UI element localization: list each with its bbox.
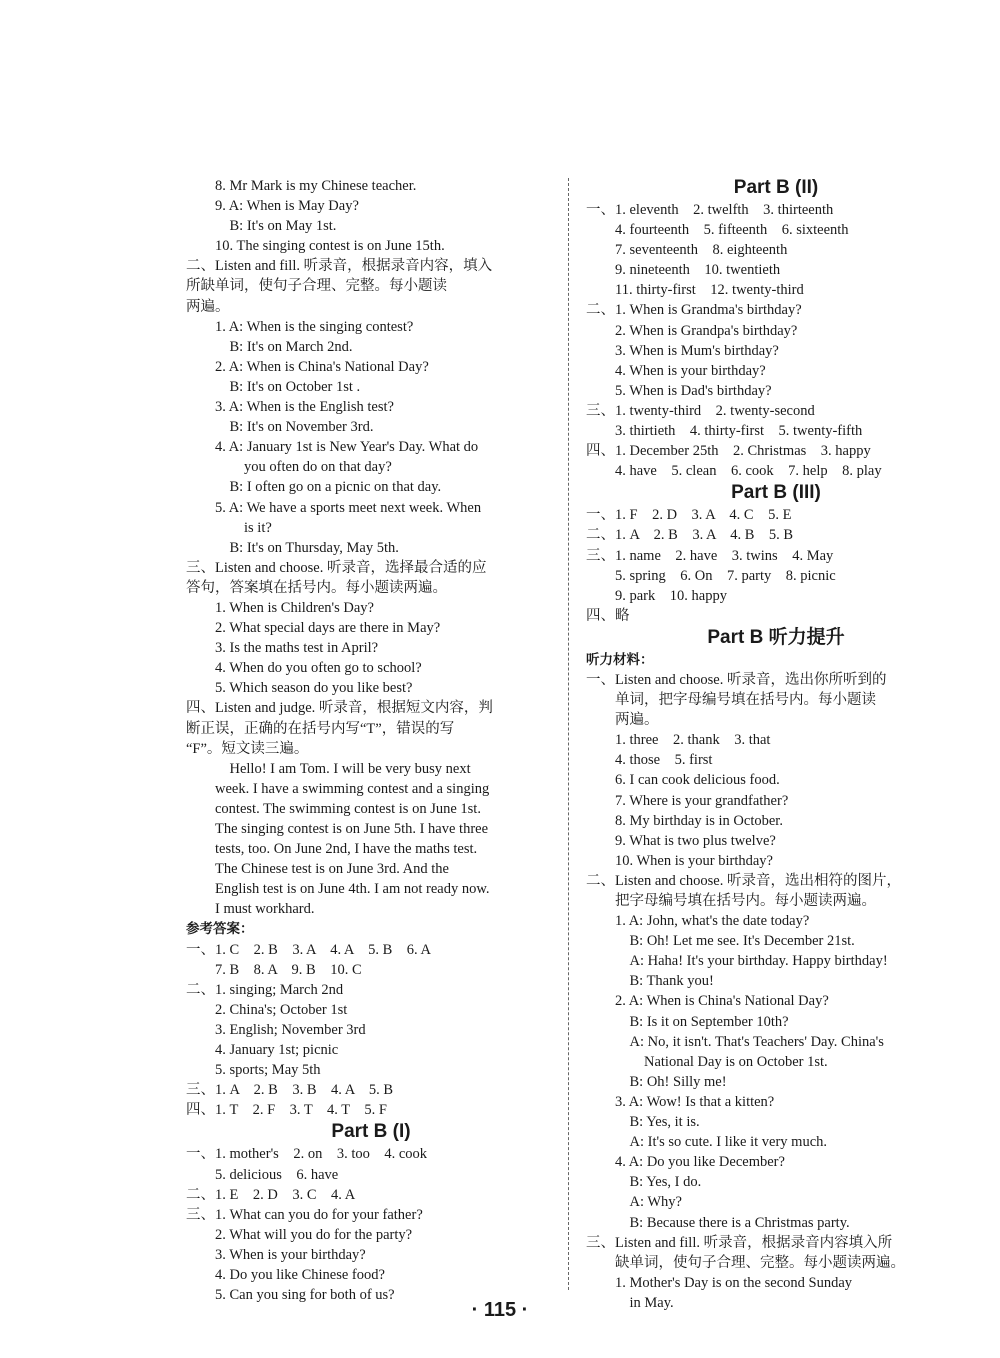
section-heading: Part B (I)	[331, 1121, 411, 1143]
text-line: 把字母编号填在括号内。每小题读两遍。	[586, 893, 876, 909]
text-line: B: It's on October 1st .	[186, 378, 361, 395]
text-line: 三、1. twenty-third 2. twenty-second	[586, 402, 815, 419]
text-line: 5. A: We have a sports meet next week. When	[186, 499, 482, 516]
text-line: 4. A: Do you like December?	[586, 1154, 785, 1171]
text-line: 一、1. mother's 2. on 3. too 4. cook	[186, 1146, 428, 1163]
text-line: B: Oh! Let me see. It's December 21st.	[586, 933, 855, 950]
text-line: 8. Mr Mark is my Chinese teacher.	[186, 178, 417, 194]
text-line: 三、1. What can you do for your father?	[186, 1206, 423, 1223]
text-line: 四、略	[586, 607, 630, 624]
section-heading: Part B (II)	[733, 177, 819, 198]
text-line: 10. The singing contest is on June 15th.	[186, 238, 445, 255]
text-line: 两遍。	[586, 712, 659, 729]
text-line: 四、1. T 2. F 3. T 4. T 5. F	[186, 1102, 387, 1119]
text-line: B: Is it on September 10th?	[586, 1013, 789, 1030]
page-number: · 115 ·	[471, 1299, 529, 1321]
text-line: 5. delicious 6. have	[186, 1166, 339, 1183]
right-column	[586, 176, 966, 1313]
text-line: 2. A: When is China's National Day?	[186, 358, 429, 375]
text-line: 二、1. When is Grandma's birthday?	[586, 302, 802, 319]
text-line: 4. Do you like Chinese food?	[186, 1266, 385, 1283]
text-line: 7. Where is your grandfather?	[586, 792, 789, 809]
text-line: 5. spring 6. On 7. party 8. picnic	[586, 567, 836, 584]
text-line: B: Oh! Silly me!	[586, 1073, 727, 1090]
text-line: you often do on that day?	[186, 459, 392, 476]
text-line: A: Why?	[586, 1194, 682, 1211]
text-line: 一、1. F 2. D 3. A 4. C 5. E	[586, 507, 792, 524]
text-line: 9. nineteenth 10. twentieth	[586, 262, 781, 279]
text-line: 3. thirtieth 4. thirty-first 5. twenty-fifth	[586, 423, 863, 440]
section-heading: Part B 听力提升	[707, 626, 845, 648]
text-line: B: It's on May 1st.	[186, 218, 337, 235]
text-line: 单词，把字母编号填在括号内。每小题读	[586, 692, 876, 709]
section-label: 听力材料：	[586, 651, 654, 668]
text-line: I must workhard.	[186, 901, 315, 918]
text-line: 3. A: Wow! Is that a kitten?	[586, 1093, 775, 1110]
text-line: 1. A: When is the singing contest?	[186, 318, 414, 335]
text-line: 1. When is Children's Day?	[186, 599, 374, 616]
text-line: B: It's on Thursday, May 5th.	[186, 539, 399, 556]
text-line: B: I often go on a picnic on that day.	[186, 479, 442, 496]
text-line: National Day is on October 1st.	[586, 1053, 828, 1070]
text-line: 四、Listen and judge. 听录音，根据短文内容，判	[186, 700, 493, 717]
text-line: 所缺单词，使句子合理、完整。每小题读	[186, 278, 447, 295]
text-line: B: It's on March 2nd.	[186, 338, 353, 355]
text-line: 3. Is the maths test in April?	[186, 640, 379, 657]
text-line: 1. A: John, what's the date today?	[586, 913, 810, 930]
text-line: 3. When is Mum's birthday?	[586, 342, 779, 359]
text-line: 三、Listen and fill. 听录音，根据录音内容填入所	[586, 1234, 893, 1251]
text-line: B: Because there is a Christmas party.	[586, 1214, 850, 1231]
left-column	[186, 176, 556, 1305]
text-line: 3. English; November 3rd	[186, 1021, 366, 1038]
text-line: 5. sports; May 5th	[186, 1062, 321, 1079]
text-line: 4. When is your birthday?	[586, 362, 766, 379]
text-line: 二、Listen and fill. 听录音，根据录音内容，填入	[186, 258, 493, 275]
column-divider	[568, 178, 569, 1290]
text-line: 9. park 10. happy	[586, 587, 727, 604]
text-line: English test is on June 4th. I am not ready now.	[186, 881, 490, 898]
text-line: 3. When is your birthday?	[186, 1246, 366, 1263]
text-line: 4. January 1st; picnic	[186, 1042, 339, 1059]
text-line: 1. Mother's Day is on the second Sunday	[586, 1274, 852, 1291]
text-line: 5. Can you sing for both of us?	[186, 1287, 395, 1304]
text-line: contest. The swimming contest is on June 1st.	[186, 800, 481, 817]
text-line: 3. A: When is the English test?	[186, 399, 394, 416]
text-line: The Chinese test is on June 3rd. And the	[186, 861, 449, 878]
text-line: The singing contest is on June 5th. I have three	[186, 821, 489, 837]
text-line: B: Thank you!	[586, 973, 714, 990]
text-line: B: Yes, I do.	[586, 1174, 702, 1191]
text-line: 2. When is Grandpa's birthday?	[586, 322, 798, 339]
text-line: 10. When is your birthday?	[586, 852, 773, 869]
text-line: 6. I can cook delicious food.	[586, 772, 780, 789]
text-line: 7. seventeenth 8. eighteenth	[586, 242, 788, 259]
text-line: Hello! I am Tom. I will be very busy next	[186, 760, 471, 777]
text-line: 7. B 8. A 9. B 10. C	[186, 961, 362, 978]
text-line: 5. When is Dad's birthday?	[586, 382, 772, 399]
text-line: 二、1. A 2. B 3. A 4. B 5. B	[586, 527, 794, 544]
text-line: 2. What will you do for the party?	[186, 1226, 413, 1243]
text-line: 4. When do you often go to school?	[186, 660, 422, 677]
text-line: 9. What is two plus twelve?	[586, 832, 776, 849]
text-line: is it?	[186, 519, 272, 536]
text-line: 缺单词，使句子合理、完整。每小题读两遍。	[586, 1254, 905, 1271]
text-line: in May.	[586, 1294, 674, 1311]
text-line: 4. have 5. clean 6. cook 7. help 8. play	[586, 463, 882, 480]
text-line: 答句，答案填在括号内。每小题读两遍。	[186, 579, 447, 596]
text-line: A: No, it isn't. That's Teachers' Day. China's	[586, 1033, 884, 1050]
text-line: 三、1. name 2. have 3. twins 4. May	[586, 547, 834, 564]
text-line: tests, too. On June 2nd, I have the maths test.	[186, 841, 478, 858]
text-line: 2. What special days are there in May?	[186, 620, 441, 637]
section-label: 参考答案：	[186, 921, 254, 938]
text-line: 5. Which season do you like best?	[186, 680, 413, 697]
text-line: A: Haha! It's your birthday. Happy birthday!	[586, 953, 888, 970]
text-line: 三、Listen and choose. 听录音，选择最合适的应	[186, 559, 487, 576]
text-line: 两遍。	[186, 298, 230, 315]
text-line: 11. thirty-first 12. twenty-third	[586, 282, 804, 299]
text-line: B: It's on November 3rd.	[186, 419, 374, 436]
text-line: A: It's so cute. I like it very much.	[586, 1134, 828, 1151]
text-line: 二、1. E 2. D 3. C 4. A	[186, 1186, 356, 1203]
text-line: 4. those 5. first	[586, 752, 713, 769]
text-line: 二、1. singing; March 2nd	[186, 981, 344, 998]
text-line: week. I have a swimming contest and a singing	[186, 780, 490, 797]
text-line: 断正误，正确的在括号内写“T”，错误的写	[186, 720, 455, 737]
text-line: 4. A: January 1st is New Year's Day. What do	[186, 439, 479, 456]
text-line: 一、Listen and choose. 听录音，选出你所听到的	[586, 671, 887, 688]
text-line: 二、Listen and choose. 听录音，选出相符的图片，	[586, 872, 901, 889]
text-line: 9. A: When is May Day?	[186, 198, 359, 215]
text-line: 1. three 2. thank 3. that	[586, 732, 771, 749]
text-line: B: Yes, it is.	[586, 1114, 700, 1131]
text-line: “F”。短文读三遍。	[186, 740, 309, 757]
text-line: 2. A: When is China's National Day?	[586, 993, 829, 1010]
text-line: 三、1. A 2. B 3. B 4. A 5. B	[186, 1082, 394, 1099]
text-line: 一、1. C 2. B 3. A 4. A 5. B 6. A	[186, 941, 431, 958]
text-line: 8. My birthday is in October.	[586, 812, 783, 829]
section-heading: Part B (III)	[731, 482, 821, 504]
text-line: 4. fourteenth 5. fifteenth 6. sixteenth	[586, 222, 849, 239]
text-line: 一、1. eleventh 2. twelfth 3. thirteenth	[586, 202, 834, 218]
text-line: 2. China's; October 1st	[186, 1001, 348, 1018]
text-line: 四、1. December 25th 2. Christmas 3. happy	[586, 443, 871, 460]
